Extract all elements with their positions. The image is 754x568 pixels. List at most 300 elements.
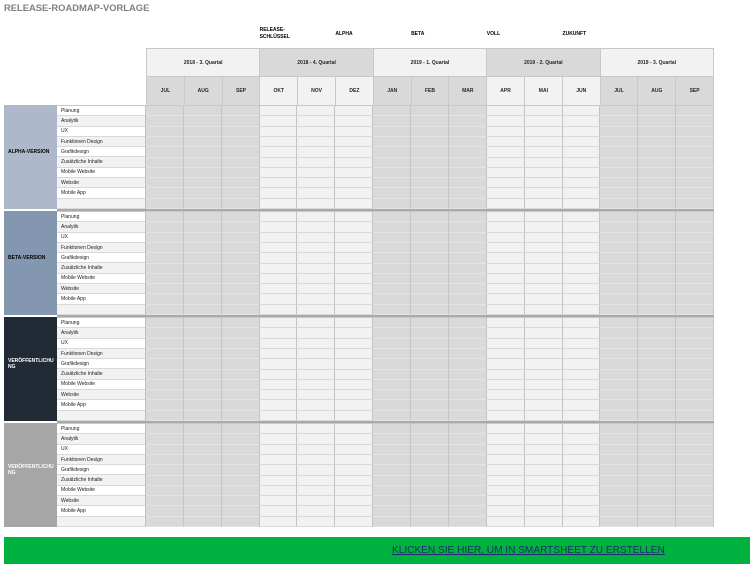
timeline-cell[interactable] bbox=[525, 455, 563, 465]
timeline-cell[interactable] bbox=[260, 264, 298, 274]
timeline-cell[interactable] bbox=[146, 339, 184, 349]
timeline-cell[interactable] bbox=[222, 424, 260, 434]
timeline-cell[interactable] bbox=[449, 106, 487, 116]
timeline-cell[interactable] bbox=[222, 359, 260, 369]
timeline-cell[interactable] bbox=[676, 349, 714, 359]
timeline-cell[interactable] bbox=[487, 390, 525, 400]
timeline-cell[interactable] bbox=[638, 274, 676, 284]
timeline-cell[interactable] bbox=[525, 243, 563, 253]
timeline-cell[interactable] bbox=[525, 328, 563, 338]
timeline-cell[interactable] bbox=[563, 455, 601, 465]
timeline-cell[interactable] bbox=[146, 434, 184, 444]
timeline-cell[interactable] bbox=[411, 339, 449, 349]
timeline-cell[interactable] bbox=[184, 445, 222, 455]
timeline-cell[interactable] bbox=[184, 517, 222, 527]
timeline-cell[interactable] bbox=[260, 127, 298, 137]
timeline-cell[interactable] bbox=[297, 188, 335, 198]
timeline-cell[interactable] bbox=[335, 486, 373, 496]
timeline-cell[interactable] bbox=[563, 318, 601, 328]
timeline-cell[interactable] bbox=[411, 188, 449, 198]
timeline-cell[interactable] bbox=[676, 188, 714, 198]
timeline-cell[interactable] bbox=[563, 284, 601, 294]
timeline-cell[interactable] bbox=[600, 517, 638, 527]
task-name-cell[interactable]: Mobile Website bbox=[57, 168, 145, 178]
timeline-cell[interactable] bbox=[146, 380, 184, 390]
timeline-cell[interactable] bbox=[600, 178, 638, 188]
timeline-cell[interactable] bbox=[184, 294, 222, 304]
timeline-cell[interactable] bbox=[449, 178, 487, 188]
timeline-cell[interactable] bbox=[449, 349, 487, 359]
timeline-cell[interactable] bbox=[222, 274, 260, 284]
timeline-cell[interactable] bbox=[411, 390, 449, 400]
timeline-cell[interactable] bbox=[373, 506, 411, 516]
timeline-cell[interactable] bbox=[411, 434, 449, 444]
timeline-cell[interactable] bbox=[222, 339, 260, 349]
timeline-cell[interactable] bbox=[260, 496, 298, 506]
timeline-cell[interactable] bbox=[411, 253, 449, 263]
timeline-cell[interactable] bbox=[297, 434, 335, 444]
blank-task-cell[interactable] bbox=[57, 199, 145, 209]
timeline-cell[interactable] bbox=[563, 445, 601, 455]
timeline-cell[interactable] bbox=[335, 188, 373, 198]
timeline-cell[interactable] bbox=[638, 390, 676, 400]
timeline-cell[interactable] bbox=[222, 222, 260, 232]
timeline-cell[interactable] bbox=[146, 400, 184, 410]
timeline-cell[interactable] bbox=[146, 486, 184, 496]
timeline-cell[interactable] bbox=[184, 380, 222, 390]
timeline-cell[interactable] bbox=[297, 284, 335, 294]
timeline-cell[interactable] bbox=[335, 411, 373, 421]
timeline-cell[interactable] bbox=[449, 158, 487, 168]
timeline-cell[interactable] bbox=[638, 339, 676, 349]
timeline-cell[interactable] bbox=[449, 496, 487, 506]
timeline-cell[interactable] bbox=[297, 349, 335, 359]
timeline-cell[interactable] bbox=[373, 305, 411, 315]
timeline-cell[interactable] bbox=[676, 305, 714, 315]
timeline-cell[interactable] bbox=[335, 434, 373, 444]
timeline-cell[interactable] bbox=[525, 445, 563, 455]
timeline-cell[interactable] bbox=[222, 465, 260, 475]
timeline-cell[interactable] bbox=[638, 284, 676, 294]
timeline-cell[interactable] bbox=[373, 445, 411, 455]
timeline-cell[interactable] bbox=[411, 243, 449, 253]
timeline-cell[interactable] bbox=[487, 305, 525, 315]
task-name-cell[interactable]: Grafikdesign bbox=[57, 465, 145, 475]
timeline-cell[interactable] bbox=[525, 284, 563, 294]
timeline-cell[interactable] bbox=[297, 243, 335, 253]
timeline-cell[interactable] bbox=[260, 455, 298, 465]
timeline-cell[interactable] bbox=[373, 106, 411, 116]
timeline-cell[interactable] bbox=[373, 318, 411, 328]
task-name-cell[interactable]: Mobile Website bbox=[57, 486, 145, 496]
timeline-cell[interactable] bbox=[297, 506, 335, 516]
timeline-cell[interactable] bbox=[184, 434, 222, 444]
timeline-cell[interactable] bbox=[146, 199, 184, 209]
timeline-cell[interactable] bbox=[600, 359, 638, 369]
task-name-cell[interactable]: Mobile Website bbox=[57, 274, 145, 284]
timeline-cell[interactable] bbox=[411, 476, 449, 486]
timeline-cell[interactable] bbox=[184, 486, 222, 496]
timeline-cell[interactable] bbox=[146, 411, 184, 421]
timeline-cell[interactable] bbox=[335, 199, 373, 209]
timeline-cell[interactable] bbox=[373, 339, 411, 349]
timeline-cell[interactable] bbox=[600, 496, 638, 506]
timeline-cell[interactable] bbox=[525, 127, 563, 137]
timeline-cell[interactable] bbox=[600, 318, 638, 328]
timeline-cell[interactable] bbox=[184, 359, 222, 369]
task-name-cell[interactable]: Analytik bbox=[57, 222, 145, 232]
timeline-cell[interactable] bbox=[260, 178, 298, 188]
timeline-cell[interactable] bbox=[297, 517, 335, 527]
timeline-cell[interactable] bbox=[638, 434, 676, 444]
timeline-cell[interactable] bbox=[222, 411, 260, 421]
timeline-cell[interactable] bbox=[676, 411, 714, 421]
timeline-cell[interactable] bbox=[297, 339, 335, 349]
timeline-cell[interactable] bbox=[184, 116, 222, 126]
timeline-cell[interactable] bbox=[563, 199, 601, 209]
timeline-cell[interactable] bbox=[563, 137, 601, 147]
timeline-cell[interactable] bbox=[222, 137, 260, 147]
timeline-cell[interactable] bbox=[487, 380, 525, 390]
timeline-cell[interactable] bbox=[638, 476, 676, 486]
timeline-cell[interactable] bbox=[600, 380, 638, 390]
timeline-cell[interactable] bbox=[449, 127, 487, 137]
timeline-cell[interactable] bbox=[563, 274, 601, 284]
timeline-cell[interactable] bbox=[222, 243, 260, 253]
timeline-cell[interactable] bbox=[184, 158, 222, 168]
timeline-cell[interactable] bbox=[146, 496, 184, 506]
timeline-cell[interactable] bbox=[373, 178, 411, 188]
timeline-cell[interactable] bbox=[638, 188, 676, 198]
timeline-cell[interactable] bbox=[184, 137, 222, 147]
timeline-cell[interactable] bbox=[260, 486, 298, 496]
timeline-cell[interactable] bbox=[487, 264, 525, 274]
timeline-cell[interactable] bbox=[184, 476, 222, 486]
timeline-cell[interactable] bbox=[335, 359, 373, 369]
timeline-cell[interactable] bbox=[297, 411, 335, 421]
timeline-cell[interactable] bbox=[260, 106, 298, 116]
timeline-cell[interactable] bbox=[146, 424, 184, 434]
timeline-cell[interactable] bbox=[525, 434, 563, 444]
timeline-cell[interactable] bbox=[563, 243, 601, 253]
timeline-cell[interactable] bbox=[449, 424, 487, 434]
timeline-cell[interactable] bbox=[525, 318, 563, 328]
timeline-cell[interactable] bbox=[373, 243, 411, 253]
timeline-cell[interactable] bbox=[184, 243, 222, 253]
timeline-cell[interactable] bbox=[600, 411, 638, 421]
timeline-cell[interactable] bbox=[676, 370, 714, 380]
timeline-cell[interactable] bbox=[184, 305, 222, 315]
timeline-cell[interactable] bbox=[525, 359, 563, 369]
timeline-cell[interactable] bbox=[260, 328, 298, 338]
timeline-cell[interactable] bbox=[487, 349, 525, 359]
timeline-cell[interactable] bbox=[600, 434, 638, 444]
timeline-cell[interactable] bbox=[638, 147, 676, 157]
timeline-cell[interactable] bbox=[676, 284, 714, 294]
timeline-cell[interactable] bbox=[184, 328, 222, 338]
task-name-cell[interactable]: Zusätzliche Inhalte bbox=[57, 157, 145, 167]
timeline-cell[interactable] bbox=[638, 137, 676, 147]
timeline-cell[interactable] bbox=[260, 116, 298, 126]
timeline-cell[interactable] bbox=[487, 294, 525, 304]
timeline-cell[interactable] bbox=[184, 411, 222, 421]
task-name-cell[interactable]: Website bbox=[57, 178, 145, 188]
timeline-cell[interactable] bbox=[449, 137, 487, 147]
task-name-cell[interactable]: Funktionen Design bbox=[57, 137, 145, 147]
timeline-cell[interactable] bbox=[411, 465, 449, 475]
timeline-cell[interactable] bbox=[184, 178, 222, 188]
timeline-cell[interactable] bbox=[563, 517, 601, 527]
timeline-cell[interactable] bbox=[449, 243, 487, 253]
timeline-cell[interactable] bbox=[487, 168, 525, 178]
timeline-cell[interactable] bbox=[260, 370, 298, 380]
timeline-cell[interactable] bbox=[184, 390, 222, 400]
timeline-cell[interactable] bbox=[184, 424, 222, 434]
timeline-cell[interactable] bbox=[373, 284, 411, 294]
timeline-cell[interactable] bbox=[411, 199, 449, 209]
timeline-cell[interactable] bbox=[676, 116, 714, 126]
timeline-cell[interactable] bbox=[335, 465, 373, 475]
timeline-cell[interactable] bbox=[146, 243, 184, 253]
timeline-cell[interactable] bbox=[638, 411, 676, 421]
timeline-cell[interactable] bbox=[260, 349, 298, 359]
timeline-cell[interactable] bbox=[638, 486, 676, 496]
timeline-cell[interactable] bbox=[222, 328, 260, 338]
timeline-cell[interactable] bbox=[146, 294, 184, 304]
timeline-cell[interactable] bbox=[260, 294, 298, 304]
timeline-cell[interactable] bbox=[335, 328, 373, 338]
timeline-cell[interactable] bbox=[563, 465, 601, 475]
timeline-cell[interactable] bbox=[638, 506, 676, 516]
timeline-cell[interactable] bbox=[222, 318, 260, 328]
timeline-cell[interactable] bbox=[449, 147, 487, 157]
timeline-cell[interactable] bbox=[335, 349, 373, 359]
timeline-cell[interactable] bbox=[600, 253, 638, 263]
timeline-cell[interactable] bbox=[600, 390, 638, 400]
timeline-cell[interactable] bbox=[411, 370, 449, 380]
timeline-cell[interactable] bbox=[146, 253, 184, 263]
timeline-cell[interactable] bbox=[146, 359, 184, 369]
timeline-cell[interactable] bbox=[146, 127, 184, 137]
timeline-cell[interactable] bbox=[525, 168, 563, 178]
timeline-cell[interactable] bbox=[184, 212, 222, 222]
timeline-cell[interactable] bbox=[222, 370, 260, 380]
timeline-cell[interactable] bbox=[222, 445, 260, 455]
timeline-cell[interactable] bbox=[676, 517, 714, 527]
timeline-cell[interactable] bbox=[297, 390, 335, 400]
task-name-cell[interactable]: Mobile App bbox=[57, 400, 145, 410]
timeline-cell[interactable] bbox=[638, 424, 676, 434]
timeline-cell[interactable] bbox=[487, 274, 525, 284]
timeline-cell[interactable] bbox=[335, 253, 373, 263]
timeline-cell[interactable] bbox=[487, 517, 525, 527]
timeline-cell[interactable] bbox=[487, 284, 525, 294]
timeline-cell[interactable] bbox=[563, 476, 601, 486]
timeline-cell[interactable] bbox=[638, 496, 676, 506]
timeline-cell[interactable] bbox=[297, 476, 335, 486]
timeline-cell[interactable] bbox=[487, 496, 525, 506]
timeline-cell[interactable] bbox=[487, 243, 525, 253]
timeline-cell[interactable] bbox=[525, 106, 563, 116]
timeline-cell[interactable] bbox=[373, 486, 411, 496]
timeline-cell[interactable] bbox=[335, 222, 373, 232]
timeline-cell[interactable] bbox=[563, 233, 601, 243]
timeline-cell[interactable] bbox=[411, 147, 449, 157]
timeline-cell[interactable] bbox=[525, 349, 563, 359]
timeline-cell[interactable] bbox=[260, 212, 298, 222]
timeline-cell[interactable] bbox=[222, 264, 260, 274]
timeline-cell[interactable] bbox=[297, 178, 335, 188]
timeline-cell[interactable] bbox=[184, 349, 222, 359]
timeline-cell[interactable] bbox=[449, 305, 487, 315]
timeline-cell[interactable] bbox=[146, 212, 184, 222]
timeline-cell[interactable] bbox=[525, 465, 563, 475]
timeline-cell[interactable] bbox=[260, 222, 298, 232]
timeline-cell[interactable] bbox=[676, 199, 714, 209]
timeline-cell[interactable] bbox=[638, 294, 676, 304]
timeline-cell[interactable] bbox=[373, 465, 411, 475]
timeline-cell[interactable] bbox=[525, 188, 563, 198]
timeline-cell[interactable] bbox=[373, 222, 411, 232]
timeline-cell[interactable] bbox=[411, 158, 449, 168]
timeline-cell[interactable] bbox=[146, 349, 184, 359]
timeline-cell[interactable] bbox=[676, 339, 714, 349]
timeline-cell[interactable] bbox=[600, 274, 638, 284]
timeline-cell[interactable] bbox=[373, 158, 411, 168]
timeline-cell[interactable] bbox=[487, 188, 525, 198]
timeline-cell[interactable] bbox=[600, 400, 638, 410]
timeline-cell[interactable] bbox=[297, 486, 335, 496]
timeline-cell[interactable] bbox=[638, 158, 676, 168]
timeline-cell[interactable] bbox=[260, 253, 298, 263]
timeline-cell[interactable] bbox=[373, 116, 411, 126]
timeline-cell[interactable] bbox=[184, 339, 222, 349]
timeline-cell[interactable] bbox=[600, 349, 638, 359]
timeline-cell[interactable] bbox=[184, 127, 222, 137]
timeline-cell[interactable] bbox=[297, 222, 335, 232]
timeline-cell[interactable] bbox=[260, 400, 298, 410]
task-name-cell[interactable]: Funktionen Design bbox=[57, 243, 145, 253]
timeline-cell[interactable] bbox=[373, 370, 411, 380]
task-name-cell[interactable]: Zusätzliche Inhalte bbox=[57, 369, 145, 379]
timeline-cell[interactable] bbox=[411, 212, 449, 222]
timeline-cell[interactable] bbox=[525, 424, 563, 434]
timeline-cell[interactable] bbox=[411, 411, 449, 421]
timeline-cell[interactable] bbox=[146, 517, 184, 527]
timeline-cell[interactable] bbox=[676, 486, 714, 496]
timeline-cell[interactable] bbox=[411, 517, 449, 527]
timeline-cell[interactable] bbox=[411, 359, 449, 369]
timeline-cell[interactable] bbox=[676, 318, 714, 328]
timeline-cell[interactable] bbox=[335, 233, 373, 243]
timeline-cell[interactable] bbox=[525, 294, 563, 304]
timeline-cell[interactable] bbox=[600, 284, 638, 294]
timeline-cell[interactable] bbox=[335, 445, 373, 455]
timeline-cell[interactable] bbox=[600, 476, 638, 486]
timeline-cell[interactable] bbox=[335, 274, 373, 284]
timeline-cell[interactable] bbox=[525, 116, 563, 126]
timeline-cell[interactable] bbox=[600, 465, 638, 475]
timeline-cell[interactable] bbox=[184, 188, 222, 198]
timeline-cell[interactable] bbox=[449, 465, 487, 475]
timeline-cell[interactable] bbox=[600, 294, 638, 304]
timeline-cell[interactable] bbox=[184, 264, 222, 274]
timeline-cell[interactable] bbox=[373, 455, 411, 465]
timeline-cell[interactable] bbox=[297, 400, 335, 410]
timeline-cell[interactable] bbox=[222, 506, 260, 516]
timeline-cell[interactable] bbox=[373, 380, 411, 390]
timeline-cell[interactable] bbox=[335, 506, 373, 516]
timeline-cell[interactable] bbox=[676, 390, 714, 400]
timeline-cell[interactable] bbox=[638, 233, 676, 243]
timeline-cell[interactable] bbox=[146, 370, 184, 380]
timeline-cell[interactable] bbox=[487, 445, 525, 455]
timeline-cell[interactable] bbox=[525, 400, 563, 410]
timeline-cell[interactable] bbox=[184, 370, 222, 380]
timeline-cell[interactable] bbox=[146, 465, 184, 475]
timeline-cell[interactable] bbox=[335, 284, 373, 294]
timeline-cell[interactable] bbox=[260, 137, 298, 147]
timeline-cell[interactable] bbox=[563, 188, 601, 198]
timeline-cell[interactable] bbox=[335, 294, 373, 304]
timeline-cell[interactable] bbox=[676, 106, 714, 116]
timeline-cell[interactable] bbox=[373, 127, 411, 137]
timeline-cell[interactable] bbox=[487, 199, 525, 209]
timeline-cell[interactable] bbox=[638, 199, 676, 209]
timeline-cell[interactable] bbox=[411, 506, 449, 516]
timeline-cell[interactable] bbox=[487, 455, 525, 465]
timeline-cell[interactable] bbox=[487, 359, 525, 369]
timeline-cell[interactable] bbox=[449, 455, 487, 465]
timeline-cell[interactable] bbox=[676, 424, 714, 434]
task-name-cell[interactable]: Planung bbox=[57, 318, 145, 328]
create-in-smartsheet-banner[interactable] bbox=[4, 537, 750, 564]
timeline-cell[interactable] bbox=[297, 305, 335, 315]
task-name-cell[interactable]: Planung bbox=[57, 106, 145, 116]
timeline-cell[interactable] bbox=[335, 264, 373, 274]
timeline-cell[interactable] bbox=[184, 147, 222, 157]
timeline-cell[interactable] bbox=[373, 411, 411, 421]
timeline-cell[interactable] bbox=[563, 222, 601, 232]
timeline-cell[interactable] bbox=[335, 147, 373, 157]
timeline-cell[interactable] bbox=[373, 188, 411, 198]
timeline-cell[interactable] bbox=[260, 411, 298, 421]
timeline-cell[interactable] bbox=[638, 318, 676, 328]
timeline-cell[interactable] bbox=[260, 517, 298, 527]
timeline-cell[interactable] bbox=[297, 106, 335, 116]
timeline-cell[interactable] bbox=[676, 222, 714, 232]
timeline-cell[interactable] bbox=[335, 106, 373, 116]
timeline-cell[interactable] bbox=[487, 318, 525, 328]
timeline-cell[interactable] bbox=[222, 476, 260, 486]
timeline-cell[interactable] bbox=[297, 424, 335, 434]
timeline-cell[interactable] bbox=[525, 390, 563, 400]
timeline-cell[interactable] bbox=[449, 168, 487, 178]
timeline-cell[interactable] bbox=[222, 199, 260, 209]
timeline-cell[interactable] bbox=[297, 445, 335, 455]
timeline-cell[interactable] bbox=[184, 496, 222, 506]
timeline-cell[interactable] bbox=[449, 253, 487, 263]
timeline-cell[interactable] bbox=[373, 496, 411, 506]
timeline-cell[interactable] bbox=[411, 116, 449, 126]
task-name-cell[interactable]: Website bbox=[57, 390, 145, 400]
timeline-cell[interactable] bbox=[335, 400, 373, 410]
timeline-cell[interactable] bbox=[411, 455, 449, 465]
timeline-cell[interactable] bbox=[600, 243, 638, 253]
timeline-cell[interactable] bbox=[222, 349, 260, 359]
timeline-cell[interactable] bbox=[449, 199, 487, 209]
timeline-cell[interactable] bbox=[638, 445, 676, 455]
